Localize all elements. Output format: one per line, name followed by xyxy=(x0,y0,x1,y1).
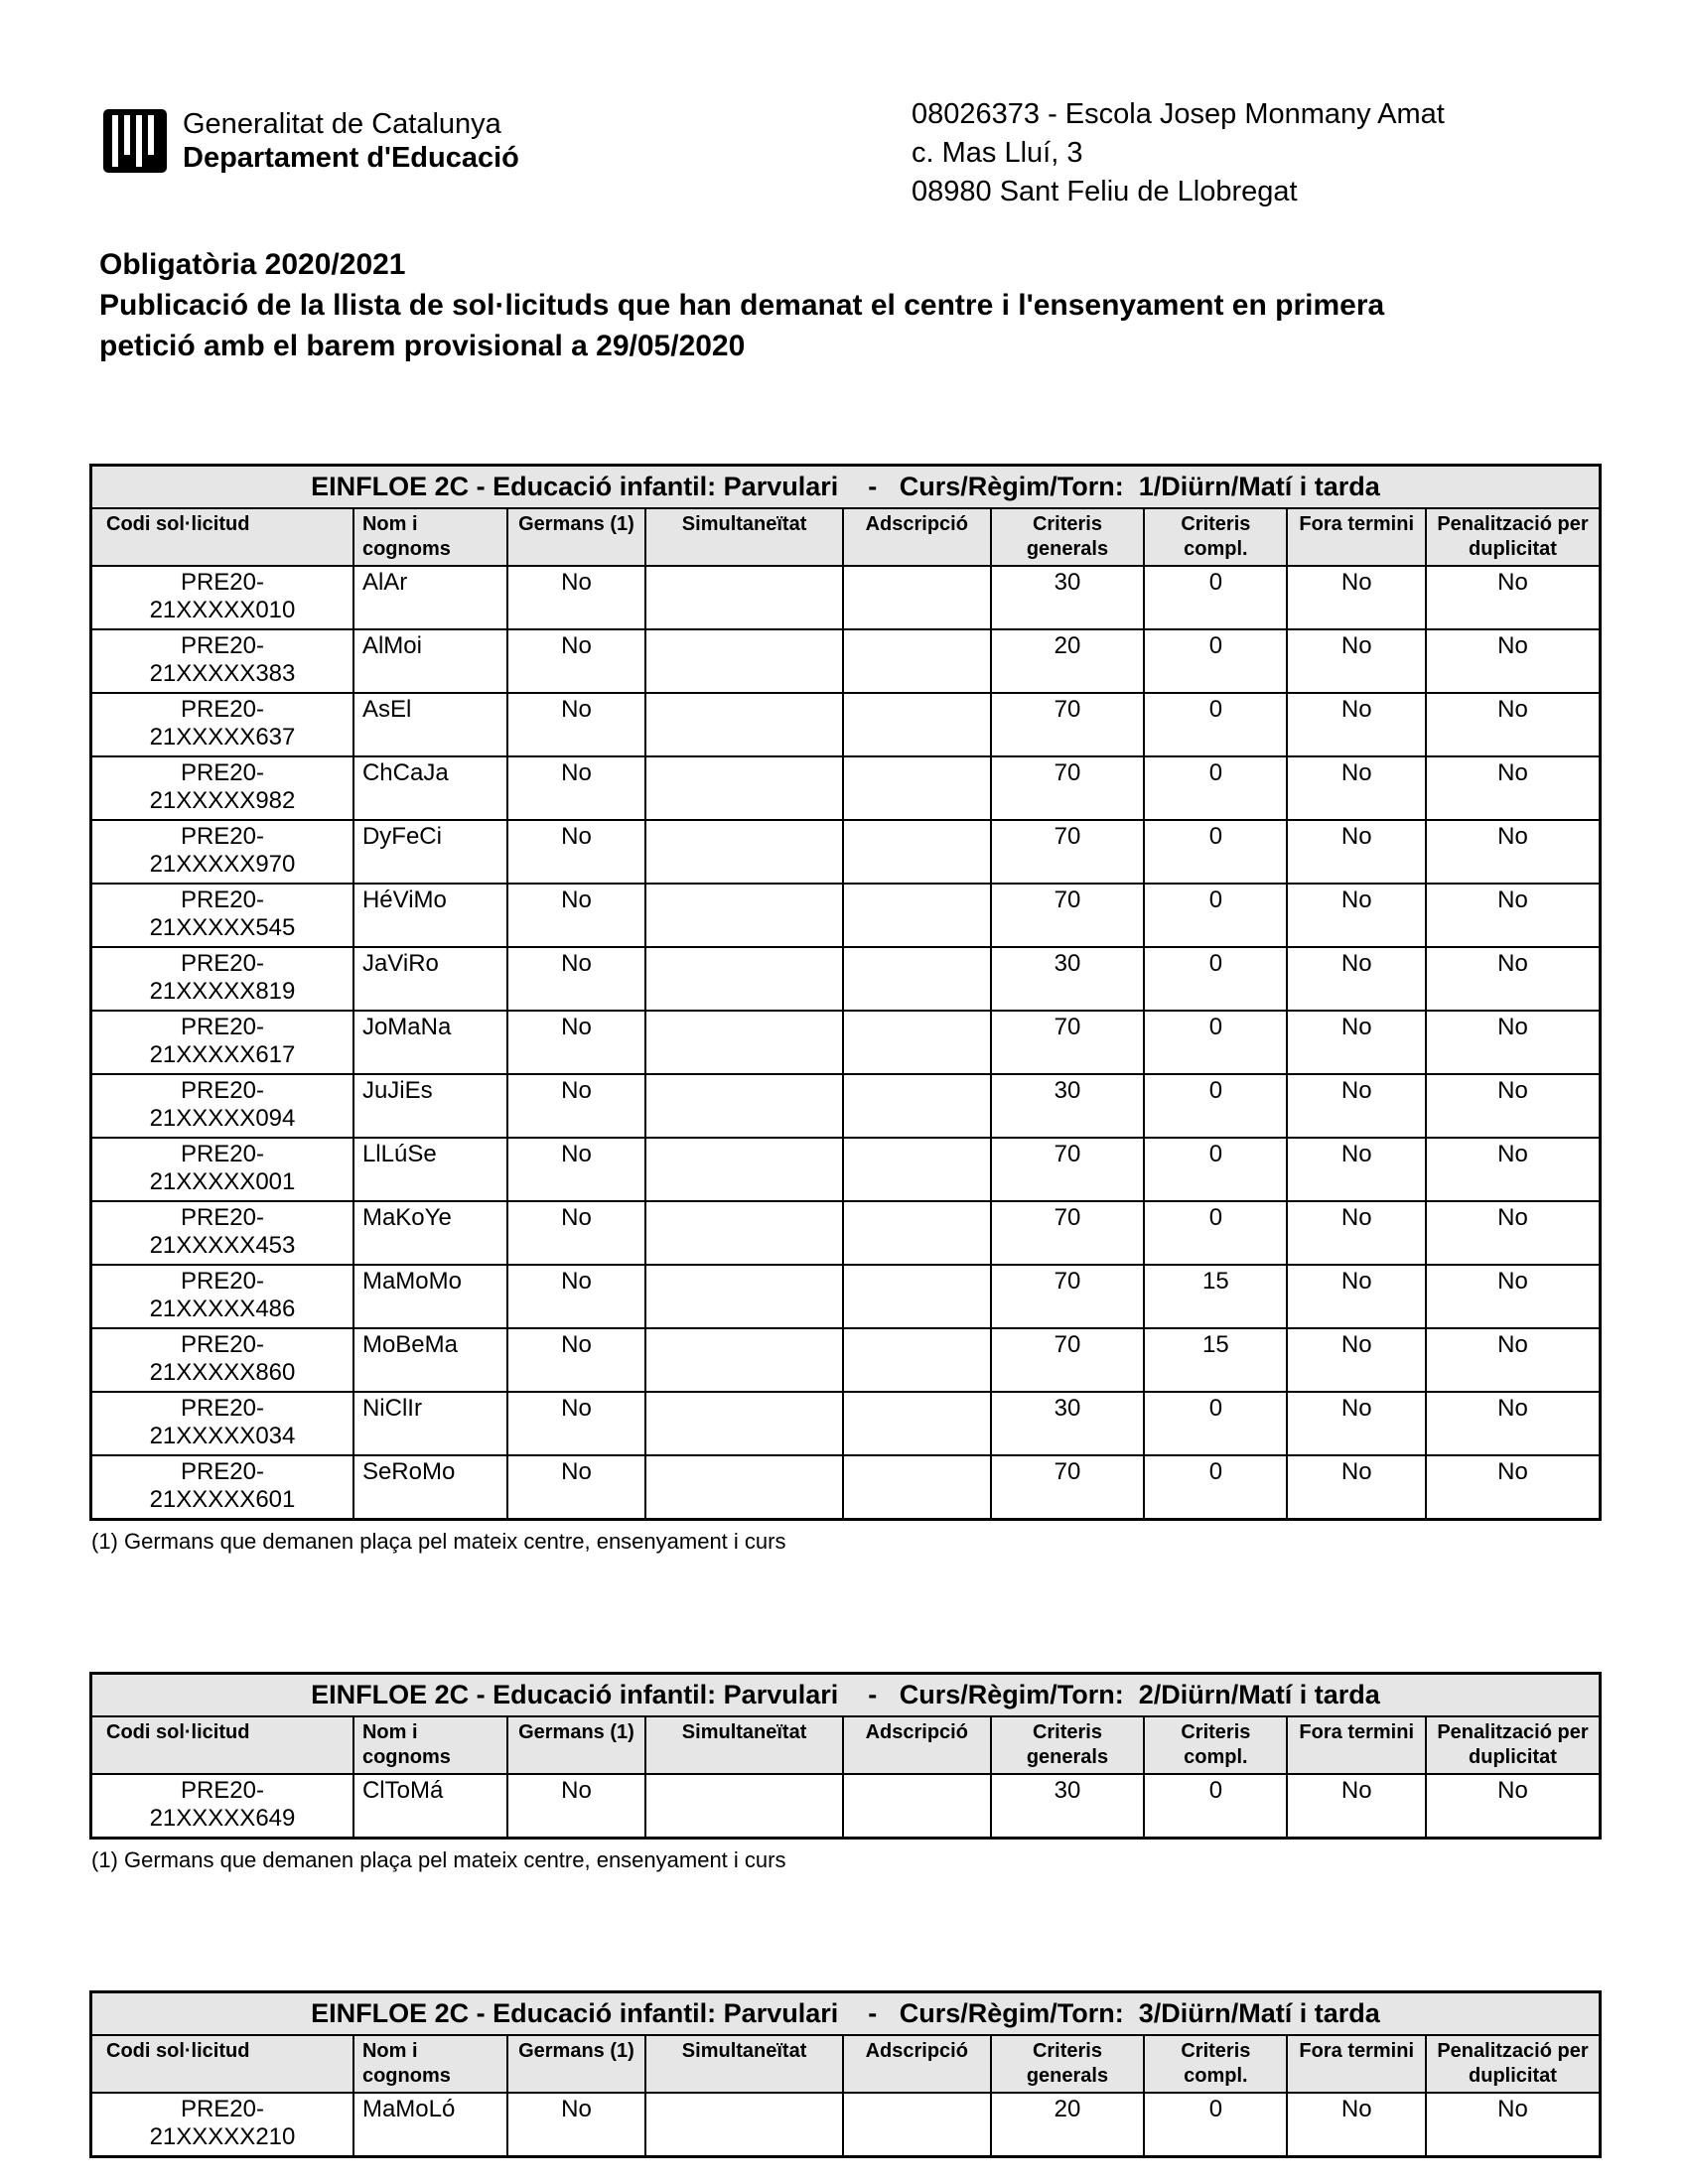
cell-simult xyxy=(646,1456,844,1518)
column-header-codi: Codi sol·licitud xyxy=(92,2036,354,2094)
cell-compl: 0 xyxy=(1145,1139,1288,1202)
cell-compl: 0 xyxy=(1145,1012,1288,1075)
cell-simult xyxy=(646,1139,844,1202)
cell-penal: No xyxy=(1427,1202,1599,1266)
cell-fora: No xyxy=(1288,757,1427,821)
column-header-penal: Penalització per duplicitat xyxy=(1427,1717,1599,1775)
cell-simult xyxy=(646,1393,844,1456)
doc-title-line3: petició amb el barem provisional a 29/05/2020 xyxy=(99,330,746,362)
cell-fora: No xyxy=(1288,1202,1427,1266)
cell-compl: 0 xyxy=(1145,885,1288,948)
column-header-nom: Nom i cognoms xyxy=(354,509,508,567)
cell-compl: 15 xyxy=(1145,1266,1288,1329)
cell-adscripcio xyxy=(844,885,992,948)
cell-codi xyxy=(92,694,354,757)
codi-line1: PRE20- xyxy=(180,950,264,977)
cell-penal: No xyxy=(1497,2096,1528,2122)
codi-line1: PRE20- xyxy=(180,1204,264,1231)
cell-adscripcio xyxy=(844,2094,992,2155)
column-header-nom: Nom i cognoms xyxy=(354,1717,508,1775)
cell-fora: No xyxy=(1288,1775,1427,1837)
cell-penal: No xyxy=(1427,948,1599,1012)
column-header-adscripcio: Adscripció xyxy=(844,509,992,567)
cell-codi xyxy=(92,757,354,821)
cell-nom: JoMaNa xyxy=(354,1012,508,1075)
applications-table xyxy=(89,464,1602,1555)
codi-line2: 21XXXXX617 xyxy=(149,1041,296,1068)
cell-codi xyxy=(92,1456,354,1518)
codi-line2: 21XXXXX637 xyxy=(149,724,296,751)
cell-fora: No xyxy=(1288,1393,1427,1456)
org-names xyxy=(183,107,519,175)
cell-germans: No xyxy=(508,1393,647,1456)
table-title: EINFLOE 2C - Educació infantil: Parvulari - Curs/Règim/Torn: 2/Diürn/Matí i tarda xyxy=(92,1675,1599,1717)
generalitat-logo-block xyxy=(103,107,519,175)
codi-line1: PRE20- xyxy=(180,1331,264,1358)
column-header-germans: Germans (1) xyxy=(508,2036,647,2094)
codi-line2: 21XXXXX649 xyxy=(149,1805,296,1832)
cell-fora: No xyxy=(1288,1329,1427,1393)
cell-simult xyxy=(646,1266,844,1329)
codi-line1: PRE20- xyxy=(180,1014,264,1040)
cell-generals: 70 xyxy=(992,1012,1146,1075)
cell-nom: AlMoi xyxy=(354,630,508,694)
cell-fora: No xyxy=(1288,1139,1427,1202)
codi-line2: 21XXXXX982 xyxy=(149,787,296,814)
school-city: 08980 Sant Feliu de Llobregat xyxy=(912,176,1298,207)
cell-nom: AsEl xyxy=(354,694,508,757)
column-header-penal: Penalització per duplicitat xyxy=(1427,509,1599,567)
cell-penal: No xyxy=(1427,694,1599,757)
column-header-generals: Criteris generals xyxy=(992,509,1146,567)
cell-compl: 0 xyxy=(1145,757,1288,821)
column-header-adscripcio: Adscripció xyxy=(844,1717,992,1775)
cell-nom: NiClIr xyxy=(354,1393,508,1456)
cell-nom: LlLúSe xyxy=(354,1139,508,1202)
cell-adscripcio xyxy=(844,1139,992,1202)
doc-title-line1: Obligatòria 2020/2021 xyxy=(99,248,406,281)
cell-compl: 0 xyxy=(1145,1075,1288,1139)
codi-line1: PRE20- xyxy=(180,887,264,913)
cell-adscripcio xyxy=(844,1456,992,1518)
codi-line2: 21XXXXX210 xyxy=(149,2123,296,2150)
cell-simult xyxy=(646,1012,844,1075)
cell-adscripcio xyxy=(844,1329,992,1393)
codi-line1: PRE20- xyxy=(180,1777,264,1804)
cell-codi xyxy=(92,1329,354,1393)
cell-fora: No xyxy=(1288,1456,1427,1518)
cell-germans: No xyxy=(508,1202,647,1266)
cell-fora: No xyxy=(1288,1012,1427,1075)
cell-nom: ClToMá xyxy=(354,1775,508,1837)
cell-compl: 0 xyxy=(1145,1775,1288,1837)
cell-penal: No xyxy=(1427,885,1599,948)
cell-generals: 70 xyxy=(992,694,1146,757)
table-title: EINFLOE 2C - Educació infantil: Parvulari - Curs/Règim/Torn: 3/Diürn/Matí i tarda xyxy=(92,1993,1599,2036)
cell-penal: No xyxy=(1427,1012,1599,1075)
codi-line2: 21XXXXX545 xyxy=(149,914,296,941)
column-header-fora: Fora termini xyxy=(1288,509,1427,567)
cell-codi xyxy=(92,885,354,948)
cell-fora: No xyxy=(1288,821,1427,885)
cell-adscripcio xyxy=(844,757,992,821)
cell-compl: 0 xyxy=(1145,694,1288,757)
codi-line1: PRE20- xyxy=(180,1395,264,1422)
column-header-nom: Nom i cognoms xyxy=(354,2036,508,2094)
cell-nom: ChCaJa xyxy=(354,757,508,821)
cell-nom: MoBeMa xyxy=(354,1329,508,1393)
cell-compl: 0 xyxy=(1145,1202,1288,1266)
cell-generals: 70 xyxy=(992,821,1146,885)
codi-line2: 21XXXXX001 xyxy=(149,1168,296,1195)
cell-penal: No xyxy=(1427,757,1599,821)
cell-adscripcio xyxy=(844,948,992,1012)
applications-table xyxy=(89,1990,1602,2158)
cell-simult xyxy=(646,1329,844,1393)
cell-codi xyxy=(92,821,354,885)
cell-nom: JuJiEs xyxy=(354,1075,508,1139)
codi-line1: PRE20- xyxy=(180,1268,264,1295)
codi-line2: 21XXXXX034 xyxy=(149,1423,296,1449)
cell-codi xyxy=(92,948,354,1012)
codi-line1: PRE20- xyxy=(180,2096,264,2122)
school-address: c. Mas Lluí, 3 xyxy=(912,137,1083,169)
cell-codi xyxy=(92,1775,354,1837)
cell-codi xyxy=(92,1075,354,1139)
cell-simult xyxy=(646,567,844,630)
cell-compl: 0 xyxy=(1145,821,1288,885)
cell-nom: DyFeCi xyxy=(354,821,508,885)
codi-line1: PRE20- xyxy=(180,632,264,659)
codi-line2: 21XXXXX453 xyxy=(149,1232,296,1259)
column-header-simult: Simultaneïtat xyxy=(646,509,844,567)
tables-container xyxy=(89,464,1602,2184)
column-header-simult: Simultaneïtat xyxy=(646,1717,844,1775)
cell-nom: MaKoYe xyxy=(354,1202,508,1266)
codi-line1: PRE20- xyxy=(180,1141,264,1167)
cell-simult xyxy=(646,885,844,948)
cell-simult xyxy=(646,1775,844,1837)
cell-adscripcio xyxy=(844,1393,992,1456)
column-header-fora: Fora termini xyxy=(1288,2036,1427,2094)
codi-line2: 21XXXXX860 xyxy=(149,1359,296,1386)
codi-line2: 21XXXXX383 xyxy=(149,660,296,687)
codi-line1: PRE20- xyxy=(180,1077,264,1104)
codi-line1: PRE20- xyxy=(180,823,264,850)
cell-codi xyxy=(92,1202,354,1266)
generalitat-logo-icon xyxy=(103,109,167,173)
column-header-germans: Germans (1) xyxy=(508,509,647,567)
cell-penal: No xyxy=(1427,1139,1599,1202)
cell-generals: 70 xyxy=(992,1202,1146,1266)
cell-nom: SeRoMo xyxy=(354,1456,508,1518)
cell-simult xyxy=(646,1202,844,1266)
cell-generals: 30 xyxy=(992,1075,1146,1139)
cell-adscripcio xyxy=(844,694,992,757)
cell-simult xyxy=(646,630,844,694)
codi-line2: 21XXXXX970 xyxy=(149,851,296,878)
cell-germans: No xyxy=(508,1012,647,1075)
cell-fora: No xyxy=(1288,567,1427,630)
cell-compl: 0 xyxy=(1145,567,1288,630)
cell-compl: 0 xyxy=(1145,1456,1288,1518)
cell-adscripcio xyxy=(844,1202,992,1266)
cell-compl: 0 xyxy=(1145,1393,1288,1456)
codi-line2: 21XXXXX486 xyxy=(149,1296,296,1322)
table-footnote: (1) Germans que demanen plaça pel mateix centre, ensenyament i curs xyxy=(91,1847,786,1872)
cell-simult xyxy=(646,948,844,1012)
cell-adscripcio xyxy=(844,821,992,885)
cell-germans: No xyxy=(508,567,647,630)
codi-line2: 21XXXXX601 xyxy=(149,1486,296,1513)
cell-adscripcio xyxy=(844,567,992,630)
cell-compl: 0 xyxy=(1145,948,1288,1012)
doc-title xyxy=(99,244,1628,366)
cell-codi xyxy=(92,1393,354,1456)
cell-generals: 70 xyxy=(992,1329,1146,1393)
cell-fora: No xyxy=(1288,1075,1427,1139)
cell-penal: No xyxy=(1497,1458,1528,1485)
cell-codi xyxy=(92,630,354,694)
cell-fora: No xyxy=(1288,1266,1427,1329)
cell-penal: No xyxy=(1427,567,1599,630)
cell-germans: No xyxy=(508,821,647,885)
column-header-compl: Criteris compl. xyxy=(1145,2036,1288,2094)
table-footnote: (1) Germans que demanen plaça pel mateix centre, ensenyament i curs xyxy=(91,1529,786,1554)
cell-fora: No xyxy=(1288,694,1427,757)
table-grid xyxy=(89,464,1602,1521)
cell-compl: 15 xyxy=(1145,1329,1288,1393)
cell-fora: No xyxy=(1288,885,1427,948)
cell-nom: MaMoMo xyxy=(354,1266,508,1329)
cell-fora: No xyxy=(1288,948,1427,1012)
cell-nom: AlAr xyxy=(354,567,508,630)
column-header-generals: Criteris generals xyxy=(992,2036,1146,2094)
cell-generals: 30 xyxy=(992,567,1146,630)
column-header-fora: Fora termini xyxy=(1288,1717,1427,1775)
cell-generals: 20 xyxy=(992,2094,1146,2155)
cell-generals: 70 xyxy=(992,1139,1146,1202)
cell-adscripcio xyxy=(844,1012,992,1075)
cell-compl: 0 xyxy=(1145,2094,1288,2155)
cell-germans: No xyxy=(508,1456,647,1518)
column-header-germans: Germans (1) xyxy=(508,1717,647,1775)
cell-penal: No xyxy=(1427,821,1599,885)
codi-line1: PRE20- xyxy=(180,1458,264,1485)
cell-penal: No xyxy=(1427,1329,1599,1393)
cell-simult xyxy=(646,2094,844,2155)
codi-line1: PRE20- xyxy=(180,569,264,596)
cell-germans: No xyxy=(508,1266,647,1329)
column-header-generals: Criteris generals xyxy=(992,1717,1146,1775)
cell-compl: 0 xyxy=(1145,630,1288,694)
cell-simult xyxy=(646,757,844,821)
cell-codi xyxy=(92,1139,354,1202)
column-header-simult: Simultaneïtat xyxy=(646,2036,844,2094)
cell-germans: No xyxy=(508,757,647,821)
cell-codi xyxy=(92,2094,354,2155)
codi-line1: PRE20- xyxy=(180,759,264,786)
cell-germans: No xyxy=(508,694,647,757)
dept-name: Departament d'Educació xyxy=(183,142,519,174)
cell-generals: 70 xyxy=(992,885,1146,948)
cell-adscripcio xyxy=(844,1775,992,1837)
codi-line1: PRE20- xyxy=(180,696,264,723)
column-header-compl: Criteris compl. xyxy=(1145,509,1288,567)
cell-nom: MaMoLó xyxy=(354,2094,508,2155)
cell-nom: JaViRo xyxy=(354,948,508,1012)
cell-generals: 30 xyxy=(992,1775,1146,1837)
cell-fora: No xyxy=(1288,2094,1427,2155)
cell-fora: No xyxy=(1288,630,1427,694)
cell-germans: No xyxy=(508,2094,647,2155)
cell-generals: 70 xyxy=(992,757,1146,821)
org-name: Generalitat de Catalunya xyxy=(183,108,501,140)
cell-nom: HéViMo xyxy=(354,885,508,948)
cell-generals: 30 xyxy=(992,1393,1146,1456)
cell-codi xyxy=(92,1266,354,1329)
cell-penal: No xyxy=(1427,1393,1599,1456)
cell-generals: 70 xyxy=(992,1266,1146,1329)
column-header-codi: Codi sol·licitud xyxy=(92,1717,354,1775)
cell-germans: No xyxy=(508,948,647,1012)
cell-germans: No xyxy=(508,1775,647,1837)
cell-penal: No xyxy=(1497,1777,1528,1804)
column-header-codi: Codi sol·licitud xyxy=(92,509,354,567)
cell-adscripcio xyxy=(844,1266,992,1329)
cell-adscripcio xyxy=(844,630,992,694)
doc-title-line2: Publicació de la llista de sol·licituds que han demanat el centre i l'ensenyament en primera xyxy=(99,289,1385,322)
cell-penal: No xyxy=(1427,630,1599,694)
cell-germans: No xyxy=(508,1075,647,1139)
cell-generals: 30 xyxy=(992,948,1146,1012)
codi-line2: 21XXXXX094 xyxy=(149,1105,296,1132)
column-header-penal: Penalització per duplicitat xyxy=(1427,2036,1599,2094)
cell-penal: No xyxy=(1427,1266,1599,1329)
cell-generals: 20 xyxy=(992,630,1146,694)
column-header-adscripcio: Adscripció xyxy=(844,2036,992,2094)
table-grid xyxy=(89,1990,1602,2158)
cell-codi xyxy=(92,567,354,630)
cell-germans: No xyxy=(508,1329,647,1393)
cell-adscripcio xyxy=(844,1075,992,1139)
cell-generals: 70 xyxy=(992,1456,1146,1518)
cell-germans: No xyxy=(508,885,647,948)
school-code-name: 08026373 - Escola Josep Monmany Amat xyxy=(912,98,1445,130)
school-info xyxy=(912,95,1445,211)
codi-line2: 21XXXXX010 xyxy=(149,597,296,623)
table-grid xyxy=(89,1672,1602,1840)
codi-line2: 21XXXXX819 xyxy=(149,978,296,1005)
cell-codi xyxy=(92,1012,354,1075)
applications-table xyxy=(89,1672,1602,1873)
cell-simult xyxy=(646,821,844,885)
cell-germans: No xyxy=(508,1139,647,1202)
table-title: EINFLOE 2C - Educació infantil: Parvulari - Curs/Règim/Torn: 1/Diürn/Matí i tarda xyxy=(92,467,1599,509)
cell-simult xyxy=(646,694,844,757)
cell-germans: No xyxy=(508,630,647,694)
column-header-compl: Criteris compl. xyxy=(1145,1717,1288,1775)
cell-penal: No xyxy=(1427,1075,1599,1139)
cell-simult xyxy=(646,1075,844,1139)
